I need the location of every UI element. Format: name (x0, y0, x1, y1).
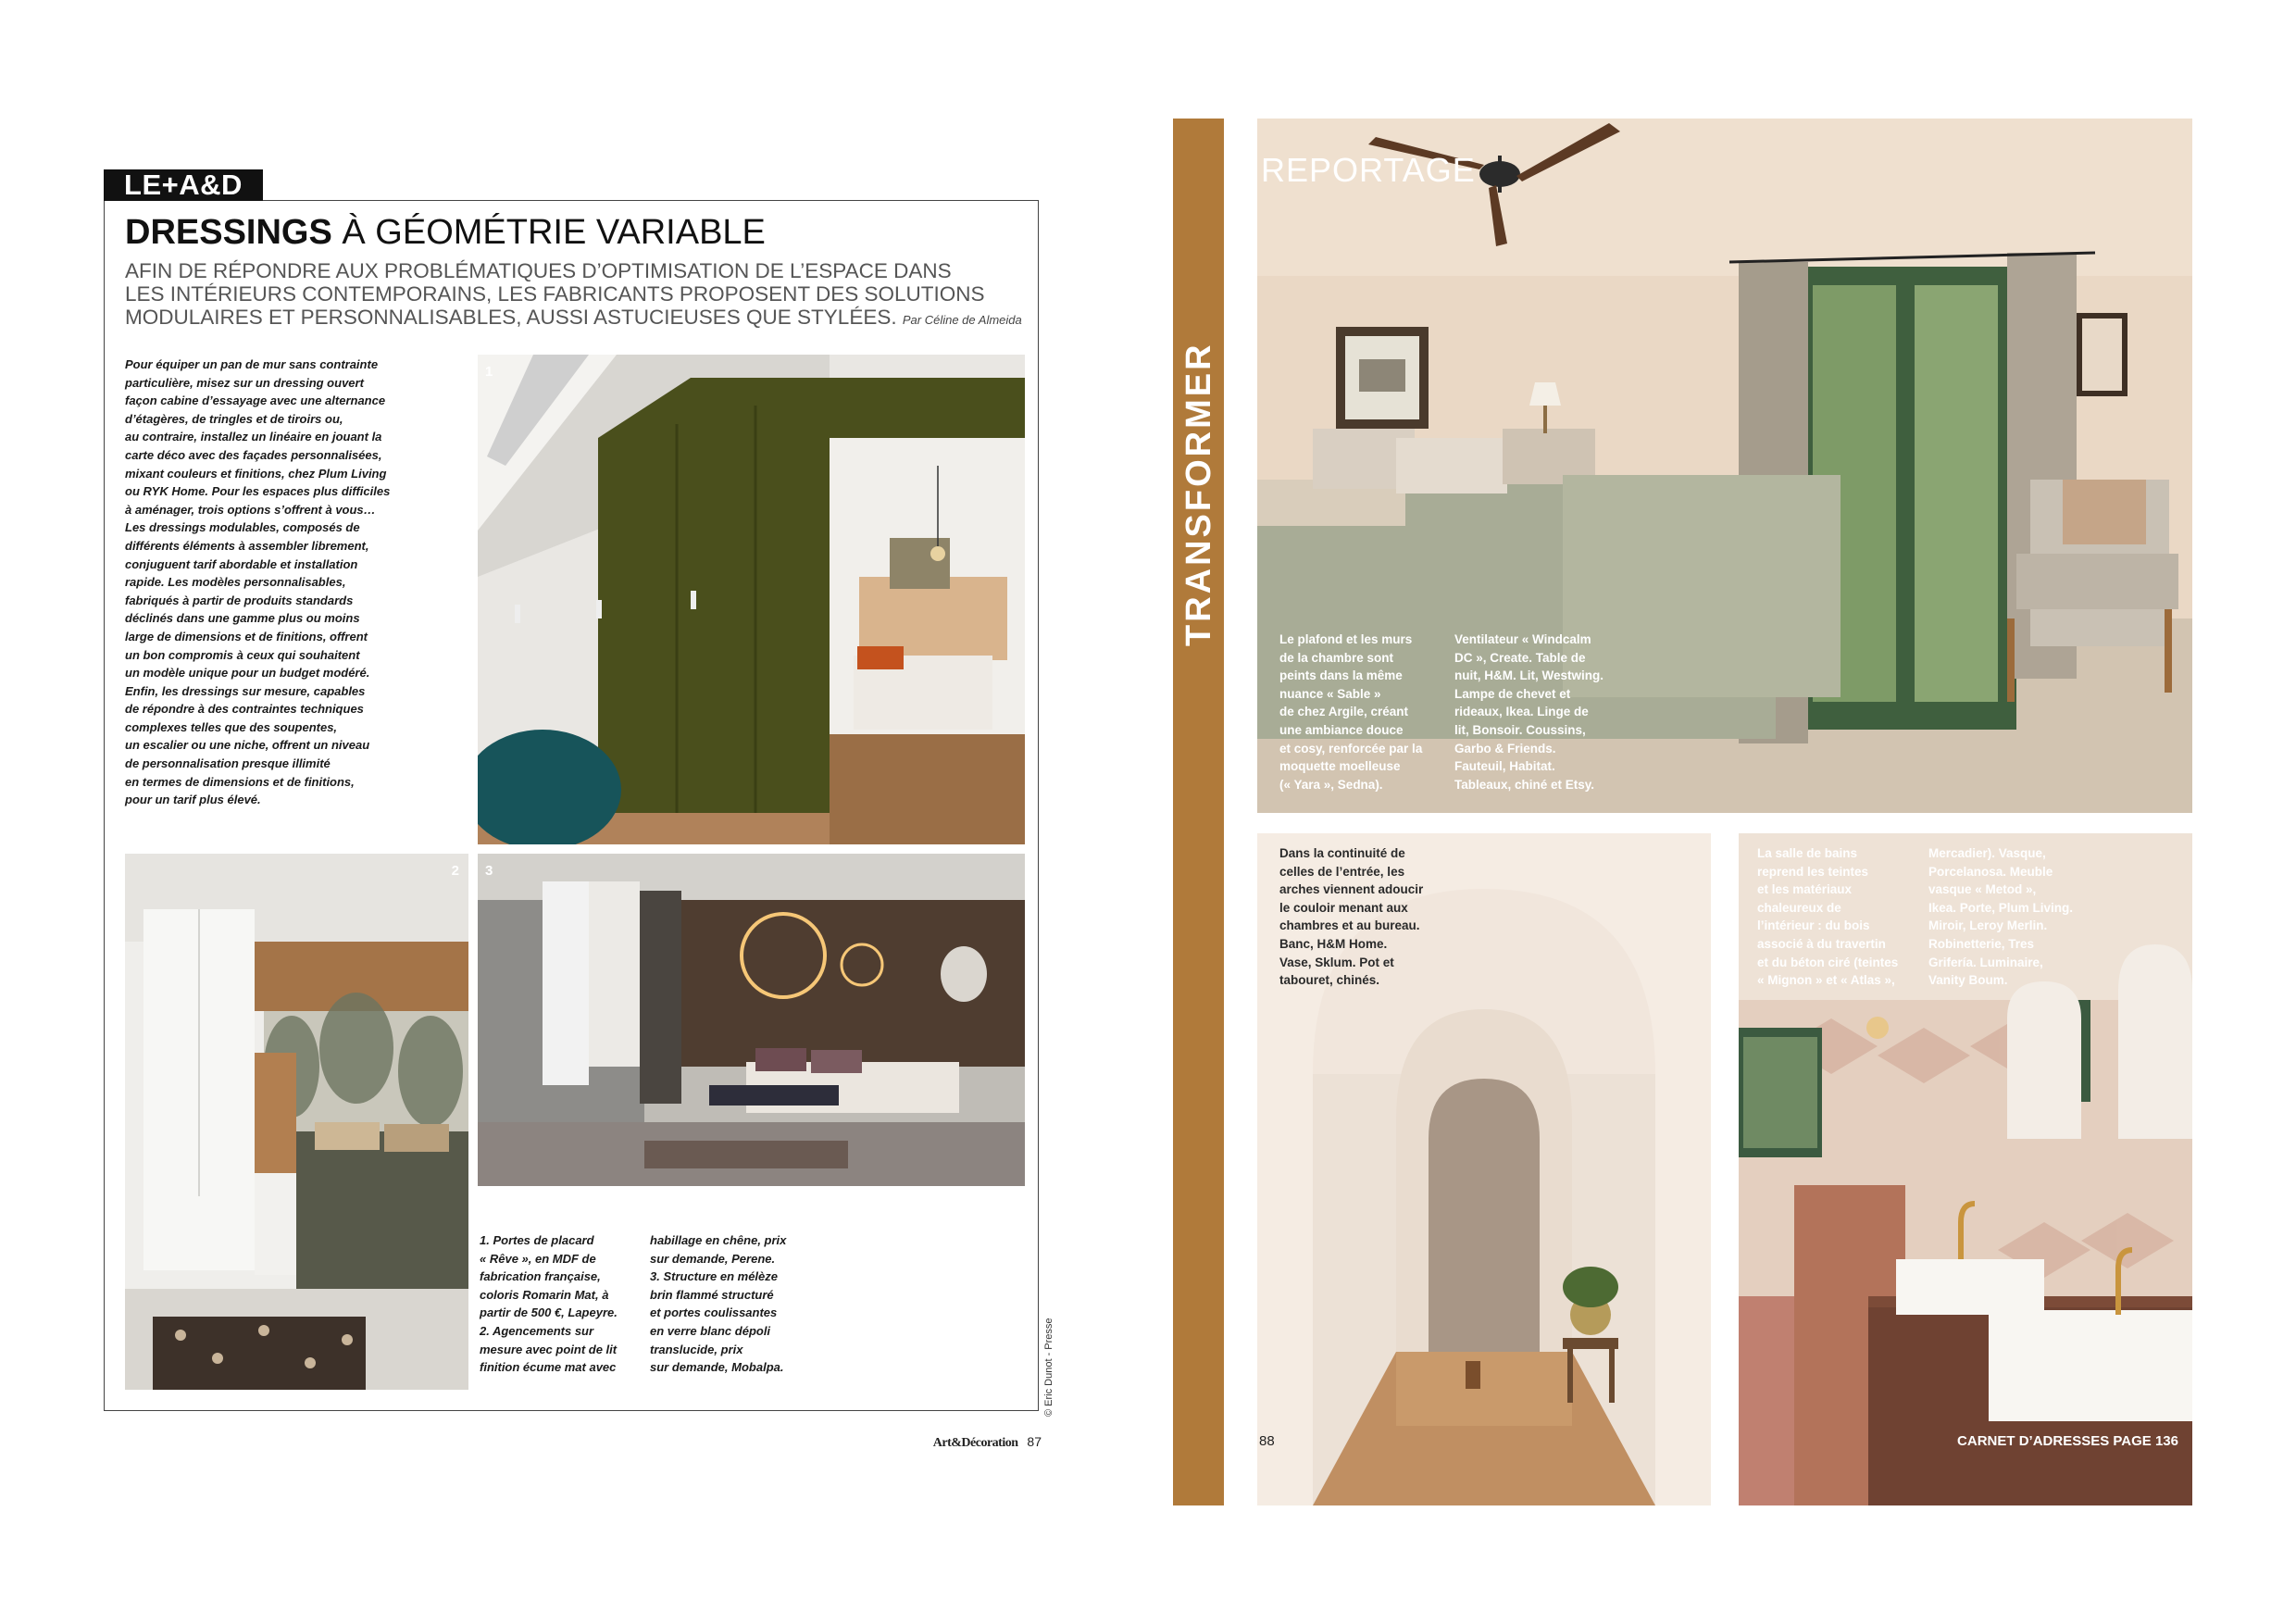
bathroom-caption-col1 (1757, 844, 1928, 990)
caption-line: en verre blanc dépoli (650, 1323, 771, 1338)
left-folio (926, 1434, 1042, 1451)
photo-number: 3 (485, 863, 493, 879)
caption-line: Dans la continuité de (1279, 846, 1405, 860)
caption-line: Porcelanosa. Meuble (1928, 864, 2053, 879)
caption-line: Ikea. Porte, Plum Living. (1928, 900, 2074, 915)
body-line: au contraire, installez un linéaire en jouant la (125, 430, 382, 444)
body-line: particulière, misez sur un dressing ouvert (125, 375, 364, 390)
body-line: Pour équiper un pan de mur sans contrainte (125, 357, 379, 371)
caption-line: reprend les teintes (1757, 864, 1869, 879)
standfirst-line: AFIN DE RÉPONDRE AUX PROBLÉMATIQUES D’OPTIMISATION DE L’ESPACE DANS (125, 259, 952, 282)
caption-line: nuit, H&M. Lit, Westwing. (1454, 668, 1603, 683)
caption-line: Ventilateur « Windcalm (1454, 632, 1591, 646)
caption-line: Le plafond et les murs (1279, 632, 1413, 646)
caption-line: habillage en chêne, prix (650, 1233, 787, 1247)
caption-line: de chez Argile, créant (1279, 705, 1409, 719)
photo-number: 2 (451, 863, 459, 879)
caption-line: Fauteuil, Habitat. (1454, 759, 1555, 774)
body-line: rapide. Les modèles personnalisables, (125, 575, 346, 590)
caption-line: rideaux, Ikea. Linge de (1454, 705, 1589, 719)
bedroom-caption-col1 (1279, 631, 1446, 793)
caption-line: 3. Structure en mélèze (650, 1269, 778, 1284)
body-line: à aménager, trois options s’offrent à vous… (125, 502, 376, 517)
body-text (125, 356, 458, 809)
photo-jungle-bedroom (125, 854, 468, 1390)
section-label: REPORTAGE (1261, 151, 1476, 189)
body-line: conjuguent tarif abordable et installation (125, 556, 358, 571)
hallway-caption (1279, 844, 1455, 990)
caption-line: peints dans la même (1279, 668, 1403, 683)
caption-line: moquette moelleuse (1279, 759, 1401, 774)
caption-line: tabouret, chinés. (1279, 973, 1380, 988)
caption-line: coloris Romarin Mat, à (480, 1287, 609, 1302)
caption-line: et portes coulissantes (650, 1305, 778, 1320)
caption-line: Tableaux, chiné et Etsy. (1454, 777, 1595, 792)
side-banner-text: TRANSFORMER (1179, 342, 1218, 646)
body-line: fabriqués à partir de produits standards (125, 593, 354, 607)
section-label-tab (104, 169, 263, 201)
caption-line: La salle de bains (1757, 846, 1858, 860)
folio-brand: Art&Décoration (932, 1436, 1018, 1450)
caption-line: finition écume mat avec (480, 1360, 617, 1375)
caption-line: celles de l’entrée, les (1279, 864, 1405, 879)
caption-line: fabrication française, (480, 1269, 601, 1284)
caption-line: une ambiance douce (1279, 722, 1404, 737)
standfirst-last-row (125, 306, 1022, 331)
body-line: carte déco avec des façades personnalisées, (125, 447, 382, 462)
side-banner-text-wrap (1180, 342, 1217, 646)
body-line: façon cabine d’essayage avec une alternance (125, 394, 386, 408)
caption-line: le couloir menant aux (1279, 900, 1408, 915)
caption-line: Mercadier). Vasque, (1928, 846, 2046, 860)
photo-hallway (1257, 833, 1711, 1505)
caption-line: mesure avec point de lit (480, 1342, 618, 1356)
caption-line: Miroir, Leroy Merlin. (1928, 918, 2048, 933)
standfirst-line: LES INTÉRIEURS CONTEMPORAINS, LES FABRICANTS PROPOSENT DES SOLUTIONS (125, 282, 985, 306)
caption-line: et du béton ciré (teintes (1757, 955, 1899, 969)
caption-line: chambres et au bureau. (1279, 918, 1420, 933)
caption-line: Lampe de chevet et (1454, 686, 1571, 701)
photo-credit-text: © Eric Dunot - Presse (1043, 1318, 1054, 1417)
body-line: déclinés dans une gamme plus ou moins (125, 611, 360, 626)
caption-line: « Rêve », en MDF de (480, 1251, 596, 1266)
body-line: d’étagères, de tringles et de tiroirs ou, (125, 411, 343, 426)
caption-line: DC », Create. Table de (1454, 650, 1586, 665)
caption-line: (« Yara », Sedna). (1279, 777, 1383, 792)
body-line: un bon compromis à ceux qui souhaitent (125, 647, 360, 662)
body-line: complexes telles que des soupentes, (125, 719, 338, 734)
caption-line: Garbo & Friends. (1454, 741, 1556, 756)
bathroom-caption-col2 (1928, 844, 2100, 990)
address-note (1957, 1433, 2178, 1449)
body-line: Enfin, les dressings sur mesure, capables (125, 683, 366, 698)
section-label: LE+A&D (124, 169, 243, 201)
title-bold: DRESSINGS (125, 213, 332, 252)
side-banner (1173, 119, 1224, 1505)
caption-line: Banc, H&M Home. (1279, 936, 1388, 951)
article-title (125, 211, 766, 254)
standfirst-line: MODULAIRES ET PERSONNALISABLES, AUSSI ASTUCIEUSES QUE STYLÉES. (125, 306, 897, 329)
body-line: différents éléments à assembler librement, (125, 538, 369, 553)
standfirst (125, 259, 1022, 331)
body-line: un modèle unique pour un budget modéré. (125, 666, 370, 681)
caption-line: Vase, Sklum. Pot et (1279, 955, 1394, 969)
caption-line: « Mignon » et « Atlas », (1757, 973, 1895, 988)
caption-line: de la chambre sont (1279, 650, 1394, 665)
caption-column-1 (480, 1231, 651, 1377)
body-line: mixant couleurs et finitions, chez Plum Living (125, 466, 387, 481)
photo-credit (1043, 1318, 1054, 1417)
photo-number: 1 (485, 364, 493, 380)
caption-line: chaleureux de (1757, 900, 1841, 915)
photo-glass-dressing-image (478, 854, 1025, 1186)
right-page-number (1259, 1433, 1275, 1449)
caption-line: partir de 500 €, Lapeyre. (480, 1305, 618, 1320)
bedroom-caption-col2 (1454, 631, 1630, 793)
caption-line: l’intérieur : du bois (1757, 918, 1870, 933)
address-note-text: CARNET D’ADRESSES PAGE 136 (1957, 1433, 2178, 1449)
photo-attic-dressing-image (478, 355, 1025, 844)
body-line: large de dimensions et de finitions, offrent (125, 629, 368, 643)
caption-line: Vanity Boum. (1928, 973, 2008, 988)
photo-glass-dressing (478, 854, 1025, 1186)
caption-line: et cosy, renforcée par la (1279, 741, 1423, 756)
body-line: un escalier ou une niche, offrent un niveau (125, 738, 370, 753)
body-line: ou RYK Home. Pour les espaces plus difficiles (125, 484, 391, 499)
caption-column-2 (650, 1231, 821, 1377)
caption-line: et les matériaux (1757, 882, 1853, 897)
photo-bathroom (1739, 833, 2192, 1505)
photo-jungle-bedroom-image (125, 854, 468, 1390)
photo-bedroom (1257, 119, 2192, 813)
page-number: 88 (1259, 1433, 1275, 1449)
caption-line: lit, Bonsoir. Coussins, (1454, 722, 1586, 737)
caption-line: Grifería. Luminaire, (1928, 955, 2043, 969)
body-line: pour un tarif plus élevé. (125, 793, 261, 807)
caption-line: arches viennent adoucir (1279, 882, 1424, 897)
byline: Par Céline de Almeida (902, 313, 1022, 327)
body-line: de personnalisation presque illimité (125, 756, 331, 771)
caption-line: sur demande, Mobalpa. (650, 1360, 784, 1375)
caption-line: vasque « Metod », (1928, 882, 2037, 897)
caption-line: 2. Agencements sur (480, 1323, 594, 1338)
caption-line: sur demande, Perene. (650, 1251, 776, 1266)
caption-line: translucide, prix (650, 1342, 743, 1356)
caption-line: associé à du travertin (1757, 936, 1886, 951)
section-label-wrap (1261, 152, 1476, 189)
caption-line: Robinetterie, Tres (1928, 936, 2035, 951)
title-rest: À GÉOMÉTRIE VARIABLE (331, 213, 766, 252)
caption-line: nuance « Sable » (1279, 686, 1381, 701)
photo-attic-dressing (478, 355, 1025, 844)
body-line: en termes de dimensions et de finitions, (125, 774, 355, 789)
body-line: Les dressings modulables, composés de (125, 520, 360, 535)
page-number: 87 (1027, 1434, 1042, 1449)
body-line: de répondre à des contraintes techniques (125, 702, 364, 717)
caption-line: brin flammé structuré (650, 1287, 774, 1302)
caption-line: 1. Portes de placard (480, 1233, 594, 1247)
